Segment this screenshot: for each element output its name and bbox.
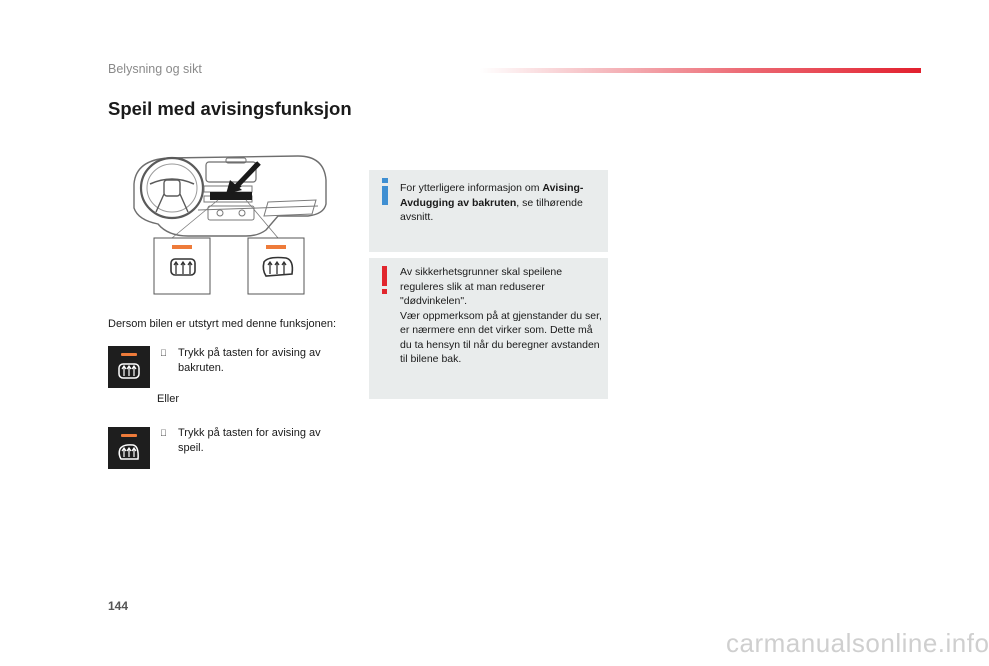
info-note-text-post: , se tilhørende avsnitt.: [400, 196, 583, 223]
indicator-led: [121, 353, 137, 356]
connector-text: Eller: [157, 393, 180, 405]
info-icon: [381, 178, 389, 205]
control-panel-highlight: [210, 192, 252, 200]
info-note: [369, 170, 608, 252]
section-title: Belysning og sikt: [108, 62, 202, 76]
intro-text: Dersom bilen er utstyrt med denne funksjonen:: [108, 318, 337, 330]
warning-icon: [381, 266, 389, 294]
info-note-text-pre: For ytterligere informasjon om: [400, 182, 543, 194]
info-note-text: [400, 181, 602, 225]
rear-window-defrost-button-image: [108, 346, 150, 388]
page-number: 144: [108, 599, 129, 613]
warning-note: [369, 258, 608, 399]
rear-window-defrost-icon: [118, 362, 140, 380]
mirror-defrost-tile: [248, 238, 304, 294]
warning-note-paragraph-1: Av sikkerhetsgrunner skal speilene reguleres slik at man reduserer "dødvinkelen".: [400, 266, 563, 307]
step-mirror: [160, 426, 340, 456]
info-note-link-text: Avising-Avdugging av bakruten: [400, 182, 584, 209]
bullet-icon: [160, 426, 167, 441]
step-rear-window: [160, 346, 340, 376]
rear-window-defrost-tile: [154, 238, 210, 294]
step-text: Trykk på tasten for avising av bakruten.: [178, 347, 321, 374]
bullet-icon: [160, 346, 167, 361]
dashboard-illustration: [128, 150, 328, 298]
watermark: carmanualsonline.info: [726, 628, 989, 658]
mirror-defrost-icon: [118, 443, 140, 461]
mirror-defrost-button-image: [108, 427, 150, 469]
indicator-led: [121, 434, 137, 437]
page-heading: Speil med avisingsfunksjon: [108, 98, 352, 119]
warning-note-text: [400, 265, 602, 367]
step-text: Trykk på tasten for avising av speil.: [178, 427, 321, 454]
warning-note-paragraph-2: Vær oppmerksom på at gjenstander du ser, er nærmere enn det virker som. Dette må du ta hensyn til når du beregner avstanden til bilene bak.: [400, 309, 602, 365]
header-accent-line: [480, 68, 921, 73]
